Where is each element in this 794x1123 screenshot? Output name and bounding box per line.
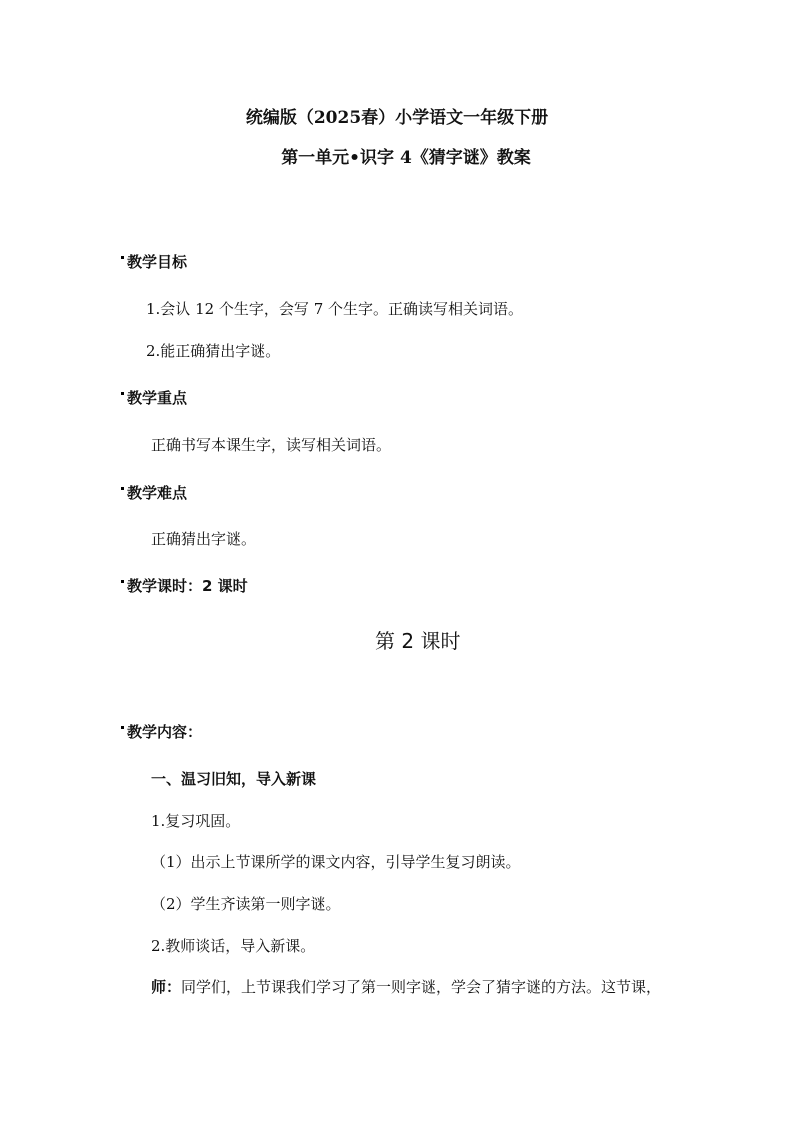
bullet-marker xyxy=(121,392,124,395)
step-1-sub-2: （2）学生齐读第一则字谜。 xyxy=(151,895,341,913)
step-1-sub-1: （1）出示上节课所学的课文内容，引导学生复习朗读。 xyxy=(151,853,521,871)
step-2: 2.教师谈话，导入新课。 xyxy=(151,937,316,955)
section-content-heading xyxy=(121,722,202,742)
document-subtitle: 第一单元•识字 4《猜字谜》教案 xyxy=(281,148,531,168)
key-points-heading-text: 教学重点 xyxy=(127,389,188,407)
teacher-text: 同学们，上节课我们学习了第一则字谜，学会了猜字谜的方法。这节课， xyxy=(181,978,662,996)
goal-item-1: 1.会认 12 个生字，会写 7 个生字。正确读写相关词语。 xyxy=(146,300,524,318)
goal-item-2: 2.能正确猜出字谜。 xyxy=(146,342,281,360)
bullet-marker xyxy=(121,580,124,583)
bullet-marker xyxy=(121,256,124,259)
section-goals-heading xyxy=(121,252,187,272)
document-title: 统编版（2025春）小学语文一年级下册 xyxy=(245,108,549,128)
section-hours-heading xyxy=(121,576,248,596)
teacher-label: 师： xyxy=(151,978,182,996)
teacher-speech xyxy=(151,977,661,997)
difficulties-text: 正确猜出字谜。 xyxy=(151,530,257,548)
bullet-marker xyxy=(121,726,124,729)
step-1: 1.复习巩固。 xyxy=(151,812,241,830)
section-key-points-heading xyxy=(121,388,187,408)
hours-heading-text: 教学课时：2 课时 xyxy=(127,577,248,595)
bullet-marker xyxy=(121,487,124,490)
lesson-title: 第 2 课时 xyxy=(375,629,461,653)
part1-title: 一、温习旧知，导入新课 xyxy=(151,770,317,788)
difficulties-heading-text: 教学难点 xyxy=(127,484,188,502)
content-heading-text: 教学内容： xyxy=(127,723,203,741)
goals-heading-text: 教学目标 xyxy=(127,253,188,271)
key-points-text: 正确书写本课生字，读写相关词语。 xyxy=(151,436,392,454)
section-difficulties-heading xyxy=(121,483,187,503)
